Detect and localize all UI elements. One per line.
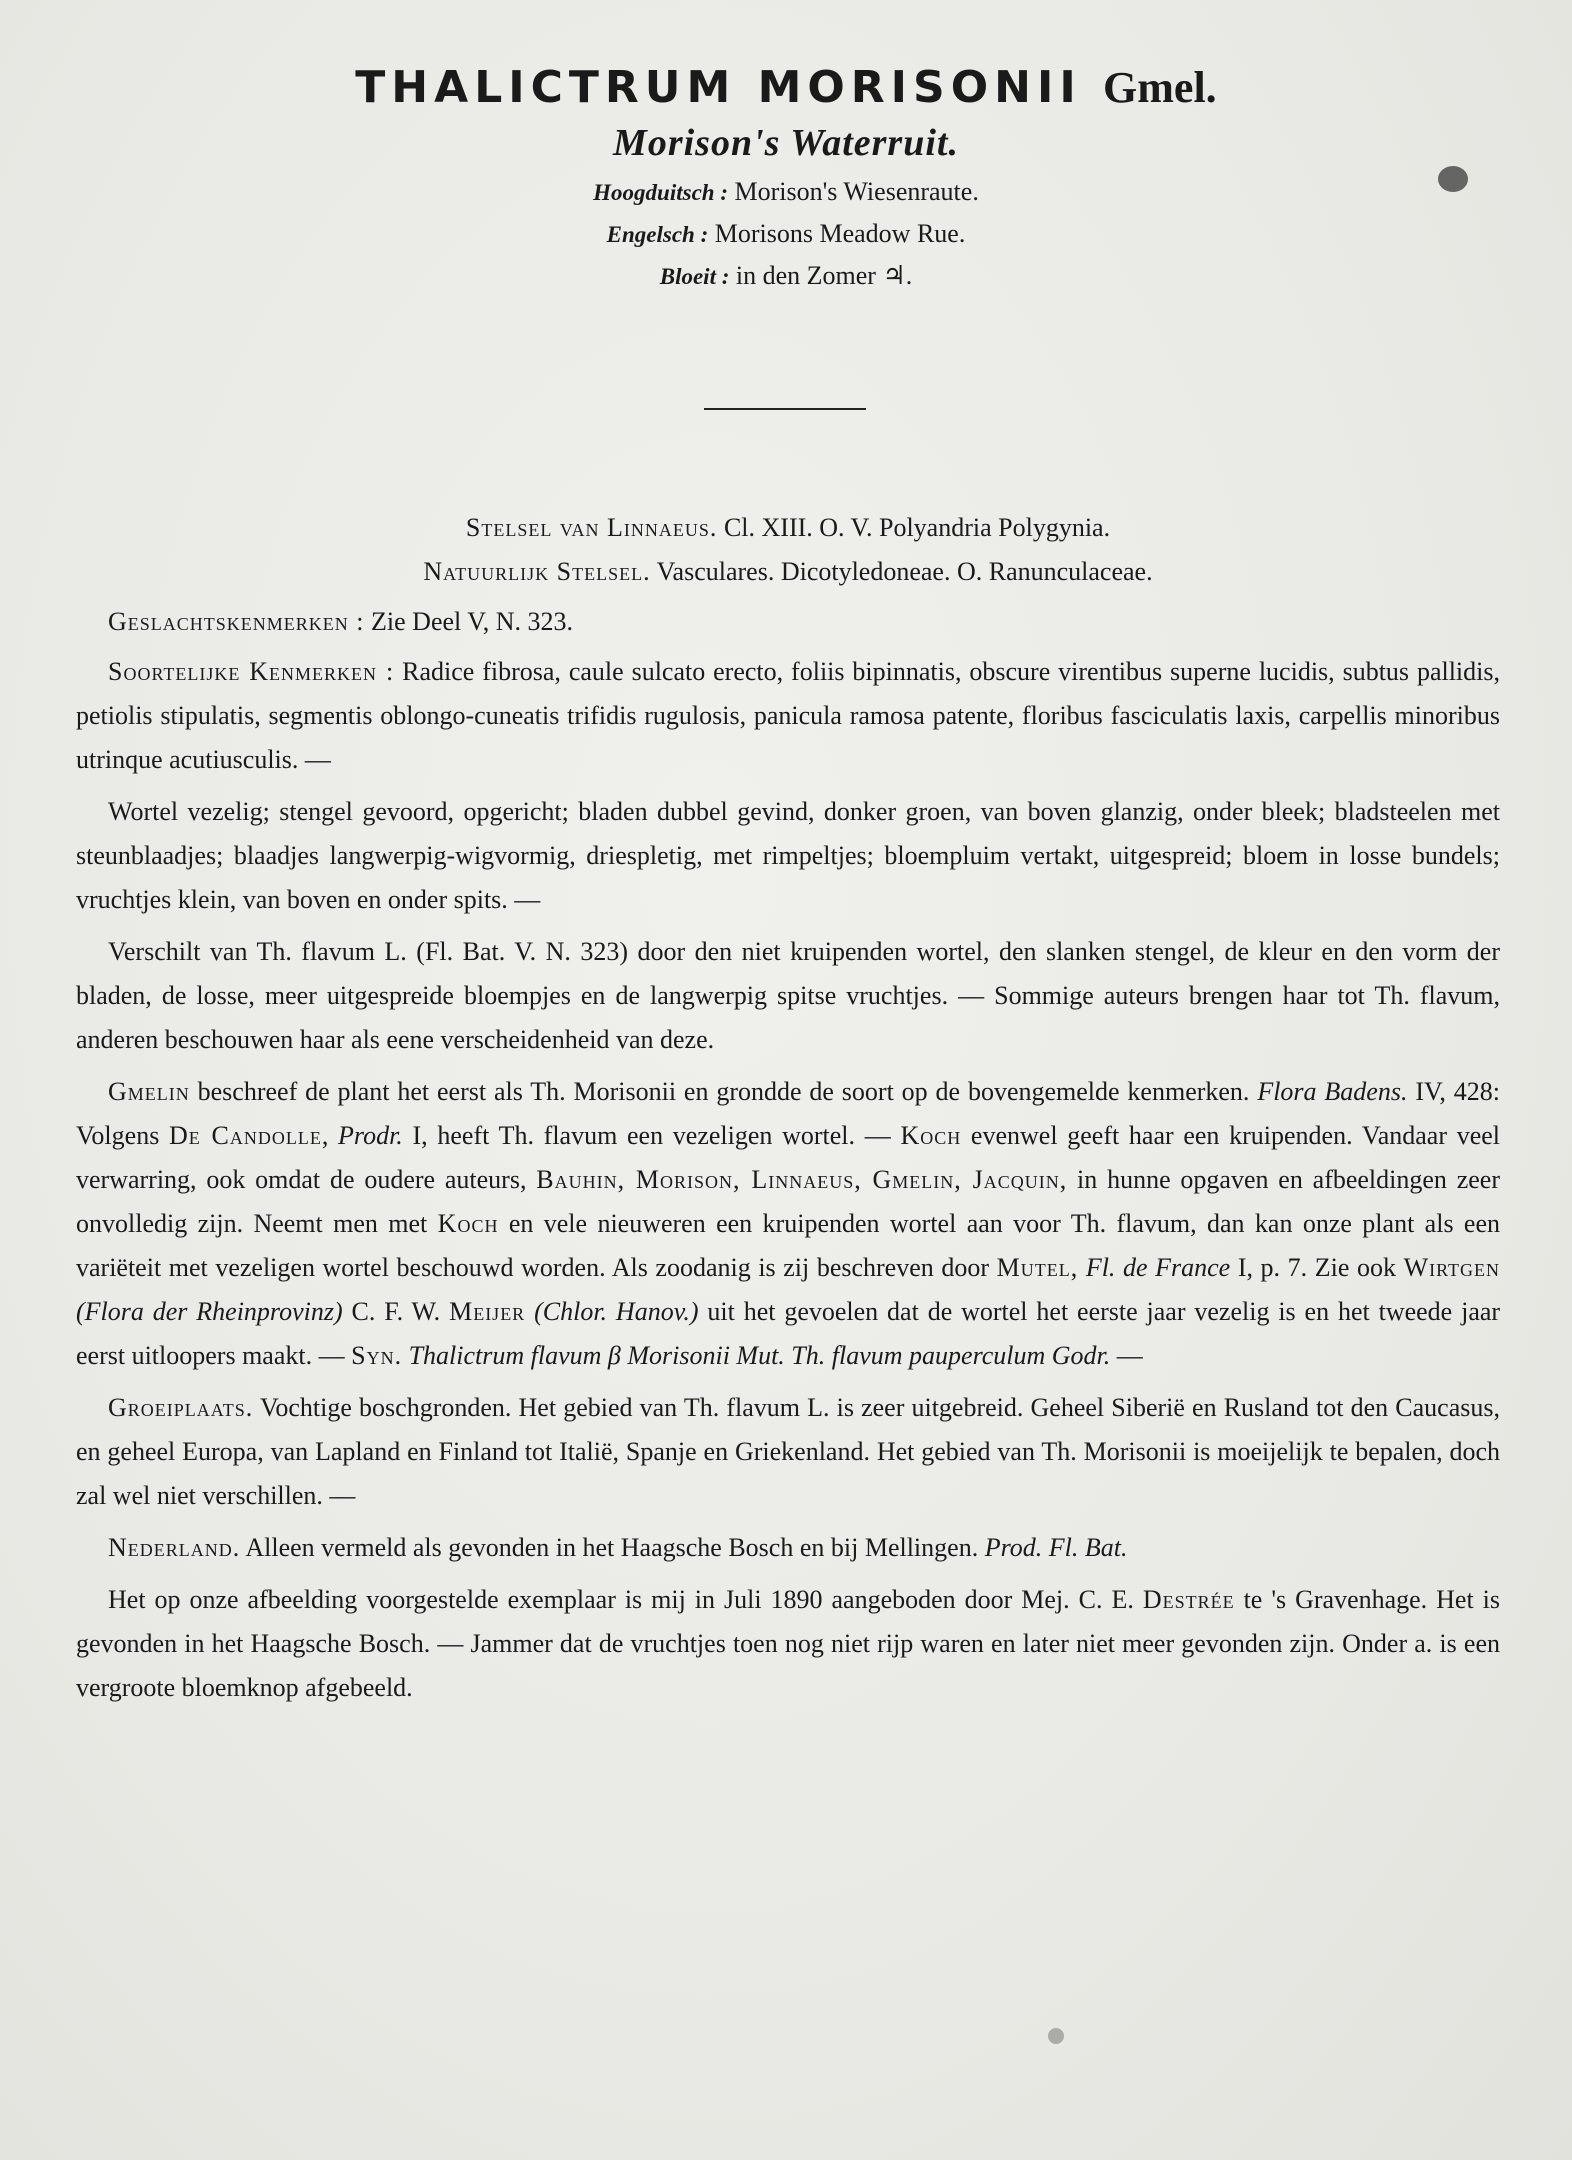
page-title	[0, 62, 1572, 113]
ref-flora-rhein: (Flora der Rheinprovinz)	[76, 1297, 343, 1326]
english-name-line	[0, 219, 1572, 249]
linnaeus-label: Stelsel van Linnaeus.	[465, 513, 718, 542]
gmelin-paragraph: Gmelin beschreef de plant het eerst als Th. Morisonii en grondde de soort op de bovengemelde kenmerken. Flora Badens. IV, 428: Volgens De Candolle, Prodr. I, heeft Th. flavum een vezeligen wortel. — Koch evenwel geeft haar een kruipenden. Vandaar veel verwarring, ook omdat de oudere auteurs, Bauhin, Morison, Linnaeus, Gmelin, Jacquin, in hunne opgaven en afbeeldingen zeer onvolledig zijn. Neemt men met Koch en vele nieuweren een kruipenden wortel aan voor Th. flavum, dan kan onze plant als een variëteit met vezeligen wortel beschouwd worden. Als zoodanig is zij beschreven door Mutel, Fl. de France I, p. 7. Zie ook Wirtgen (Flora der Rheinprovinz) C. F. W. Meijer (Chlor. Hanov.) uit het gevoelen dat de wortel het eerste jaar vezelig is en het tweede jaar eerst uitloopers maakt. — Syn. Thalictrum flavum β Morisonii Mut. Th. flavum pauperculum Godr. —	[76, 1077, 1501, 1370]
specimen-paragraph	[76, 1578, 1500, 1710]
common-name: Morison's Waterruit.	[613, 122, 959, 164]
ref-fl-france: Fl. de France	[1085, 1253, 1231, 1282]
species-author: Gmel.	[1103, 63, 1217, 112]
author-mutel: Mutel,	[996, 1253, 1079, 1282]
species-label: Soortelijke Kenmerken :	[108, 657, 395, 686]
author-koch: Koch	[900, 1121, 962, 1150]
gmelin-text-9: uit het gevoelen dat de wortel het eerste jaar vezelig is en het tweede jaar eerst uitloopers maakt. —	[76, 1297, 1501, 1370]
english-label: Engelsch :	[606, 222, 709, 247]
divider	[704, 408, 866, 410]
person-destree: Destrée	[1142, 1585, 1235, 1614]
ref-prod-fl-bat: Prod. Fl. Bat.	[984, 1533, 1128, 1562]
synonym-label: Syn.	[351, 1341, 403, 1370]
author-gmelin: Gmelin	[108, 1077, 190, 1106]
ref-flora-badens: Flora Badens.	[1257, 1077, 1408, 1106]
gmelin-text-8: C. F. W.	[351, 1297, 441, 1326]
habitat-text: Vochtige boschgronden. Het gebied van Th. flavum L. is zeer uitgebreid. Geheel Siberië en Rusland tot den Caucasus, en geheel Europa, van Lapland en Finland tot Italië, Spanje en Griekenland. Het gebied van Th. Morisonii is moeijelijk te bepalen, doch zal wel niet verschillen. —	[76, 1393, 1500, 1510]
bloom-text: in den Zomer ♃.	[735, 261, 913, 290]
genus-label: Geslachtskenmerken :	[108, 607, 365, 636]
german-name: Morison's Wiesenraute.	[734, 177, 979, 206]
habitat-paragraph	[76, 1386, 1500, 1518]
gmelin-text-2: IV, 428: Volgens	[76, 1077, 1501, 1150]
linnaeus-system	[76, 506, 1500, 550]
netherlands-paragraph	[76, 1526, 1500, 1570]
author-koch-2: Koch	[437, 1209, 499, 1238]
synonym-dash: —	[1116, 1341, 1143, 1370]
natural-system	[76, 550, 1500, 594]
netherlands-text: Alleen vermeld als gevonden in het Haagsche Bosch en bij Mellingen.	[245, 1533, 979, 1562]
gmelin-text-3: I, heeft Th. flavum een vezeligen wortel. —	[412, 1121, 891, 1150]
species-name: THALICTRUM MORISONII	[355, 62, 1082, 113]
bloom-label: Bloeit :	[659, 264, 730, 289]
bloom-line	[0, 261, 1572, 291]
difference-paragraph: Verschilt van Th. flavum L. (Fl. Bat. V. N. 323) door den niet kruipenden wortel, den slanken stengel, de kleur en den vorm der bladen, de losse, meer uitgespreide bloempjes en de langwerpig spitse vruchtjes. — Sommige auteurs brengen haar tot Th. flavum, anderen beschouwen haar als eene verscheidenheid van deze.	[76, 937, 1500, 1054]
gmelin-text-4: evenwel geeft haar een kruipenden. Vandaar veel verwarring, ook omdat de oudere auteurs,	[76, 1121, 1501, 1194]
natural-label: Natuurlijk Stelsel.	[423, 557, 651, 586]
german-name-line	[0, 177, 1572, 207]
author-meijer: Meijer	[449, 1297, 526, 1326]
gmelin-text-1: beschreef de plant het eerst als Th. Morisonii en grondde de soort op de bovengemelde kenmerken.	[197, 1077, 1250, 1106]
author-decandolle: De Candolle	[169, 1121, 322, 1150]
author-wirtgen: Wirtgen	[1403, 1253, 1501, 1282]
ref-chlor-hanov: (Chlor. Hanov.)	[534, 1297, 699, 1326]
ink-spot	[1048, 2028, 1064, 2044]
specimen-text-1: Het op onze afbeelding voorgestelde exemplaar is mij in Juli 1890 aangeboden door Mej. C. E.	[108, 1585, 1134, 1614]
natural-text: Vasculares. Dicotyledoneae. O. Ranunculaceae.	[656, 557, 1153, 586]
ref-prodr: Prodr.	[338, 1121, 403, 1150]
genus-characteristics	[76, 600, 1500, 644]
species-characteristics	[76, 650, 1500, 782]
header	[0, 62, 1572, 291]
gmelin-text-7: I, p. 7. Zie ook	[1237, 1253, 1396, 1282]
netherlands-label: Nederland.	[108, 1533, 241, 1562]
german-label: Hoogduitsch :	[593, 180, 728, 205]
linnaeus-text: Cl. XIII. O. V. Polyandria Polygynia.	[723, 513, 1111, 542]
gmelin-text-5: in hunne opgaven en afbeeldingen zeer onvolledig zijn. Neemt men met	[76, 1165, 1501, 1238]
authors-list: Bauhin, Morison, Linnaeus, Gmelin, Jacquin,	[536, 1165, 1068, 1194]
english-name: Morisons Meadow Rue.	[714, 219, 966, 248]
genus-text: Zie Deel V, N. 323.	[371, 607, 573, 636]
specimen-text-2: te 's Gravenhage. Het is gevonden in het Haagsche Bosch. — Jammer dat de vruchtjes toen nog niet rijp waren en later niet meer gevonden zijn. Onder a. is een vergroote bloemknop afgebeeld.	[76, 1585, 1501, 1702]
description-paragraph: Wortel vezelig; stengel gevoord, opgericht; bladen dubbel gevind, donker groen, van boven glanzig, onder bleek; bladsteelen met steunblaadjes; blaadjes langwerpig-wigvormig, driespletig, met rimpeltjes; bloempluim vertakt, uitgespreid; bloem in losse bundels; vruchtjes klein, van boven en onder spits. —	[76, 797, 1500, 914]
ink-spot	[1438, 166, 1468, 192]
gmelin-text-6: en vele nieuweren een kruipenden wortel aan voor Th. flavum, dan kan onze plant als een variëteit met vezeligen wortel beschouwd worden. Als zoodanig is zij beschreven door	[76, 1209, 1501, 1282]
species-text: Radice fibrosa, caule sulcato erecto, foliis bipinnatis, obscure virentibus superne lucidis, subtus pallidis, petiolis stipulatis, segmentis oblongo-cuneatis trifidis rugulosis, panicula ramosa patente, floribus fasciculatis laxis, carpellis minoribus utrinque acutiusculis. —	[76, 657, 1501, 774]
habitat-label: Groeiplaats.	[108, 1393, 254, 1422]
main-text	[76, 506, 1500, 1718]
synonym-text: Thalictrum flavum β Morisonii Mut. Th. flavum pauperculum Godr.	[408, 1341, 1111, 1370]
